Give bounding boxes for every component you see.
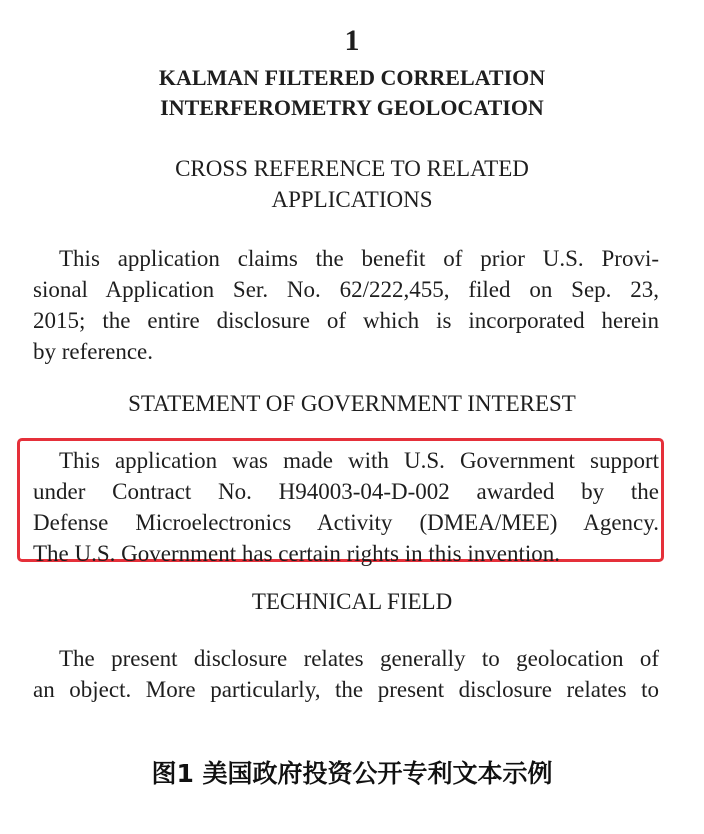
figure-caption: 图1 美国政府投资公开专利文本示例	[151, 759, 553, 788]
patent-title-line-1: KALMAN FILTERED CORRELATION	[158, 65, 546, 90]
cross-reference-paragraph	[33, 243, 659, 367]
paragraph-line: This application claims the benefit of prior U.S. Provi-	[59, 246, 659, 271]
paragraph-line: Defense Microelectronics Activity (DMEA/MEE) Agency.	[33, 510, 659, 535]
government-interest-heading: STATEMENT OF GOVERNMENT INTEREST	[128, 391, 576, 416]
technical-field-paragraph	[33, 643, 659, 705]
technical-field-heading: TECHNICAL FIELD	[251, 589, 453, 614]
page-number: 1	[344, 24, 360, 57]
paragraph-line: The present disclosure relates generally to geolocation of	[59, 646, 659, 671]
paragraph-line: 2015; the entire disclosure of which is incorporated herein	[33, 308, 659, 333]
cross-reference-heading-line-1: CROSS REFERENCE TO RELATED	[175, 156, 529, 181]
paragraph-line: This application was made with U.S. Government support	[59, 448, 659, 473]
paragraph-line: The U.S. Government has certain rights in this invention.	[33, 541, 560, 566]
patent-title-line-2: INTERFEROMETRY GEOLOCATION	[160, 95, 544, 120]
cross-reference-heading-line-2: APPLICATIONS	[271, 187, 433, 212]
paragraph-line: by reference.	[33, 339, 154, 364]
paragraph-line: sional Application Ser. No. 62/222,455, filed on Sep. 23,	[33, 277, 659, 302]
cross-reference-heading	[0, 153, 704, 215]
government-interest-paragraph	[33, 445, 659, 569]
patent-title	[0, 63, 704, 123]
paragraph-line: an object. More particularly, the present disclosure relates to	[33, 677, 659, 702]
paragraph-line: under Contract No. H94003-04-D-002 awarded by the	[33, 479, 659, 504]
